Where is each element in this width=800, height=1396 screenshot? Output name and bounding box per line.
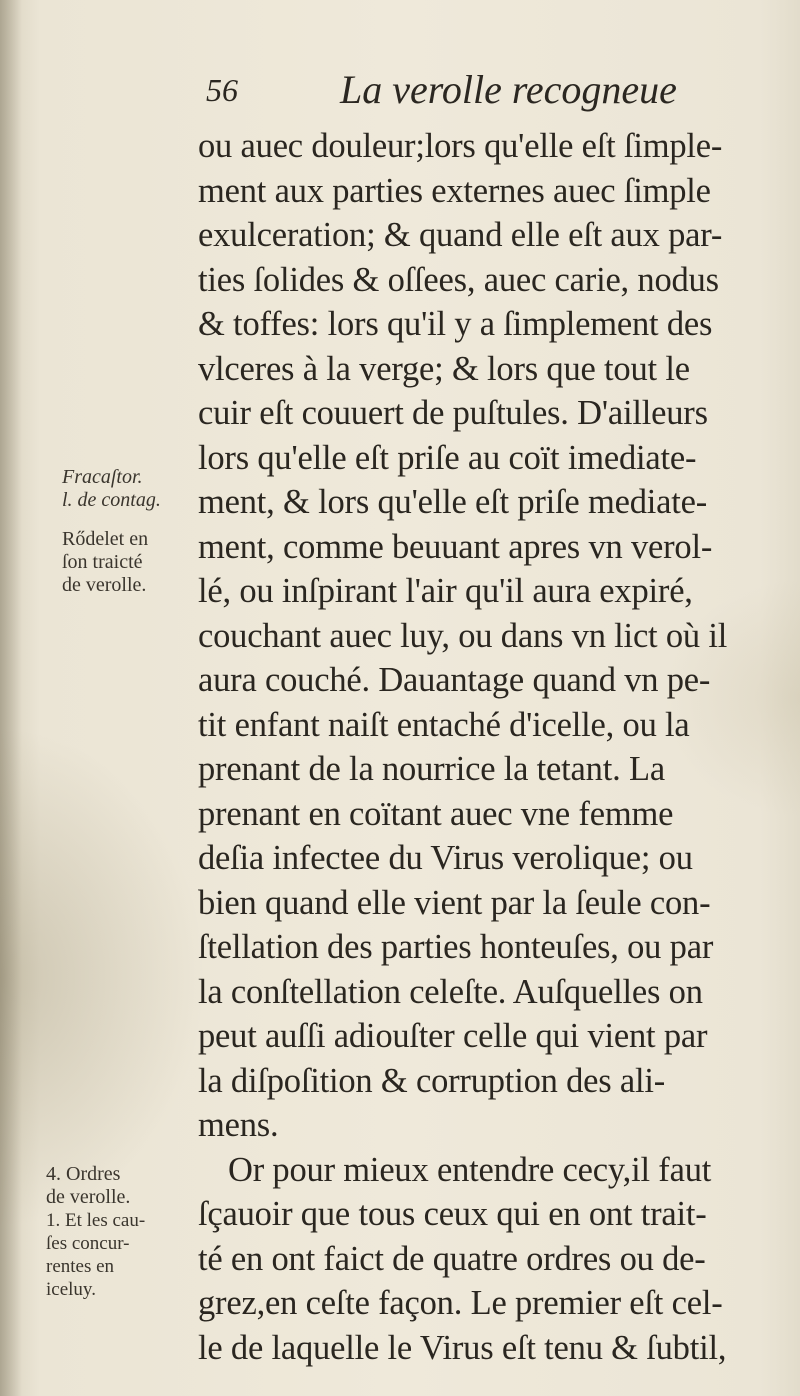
margin-note-line: Rődelet en bbox=[62, 528, 149, 550]
text-line: lors qu'elle eſt priſe au coït imediate- bbox=[198, 438, 697, 477]
text-line: ties ſolides & oſſees, auec carie, nodus bbox=[198, 260, 719, 299]
text-line: la conſtellation celeſte. Auſquelles on bbox=[198, 972, 703, 1011]
margin-note-line: 1. Et les cau- bbox=[46, 1210, 146, 1231]
text-line: grez,en ceſte façon. Le premier eſt cel- bbox=[198, 1284, 723, 1322]
margin-note-line: de verolle. bbox=[62, 574, 147, 596]
running-title: La verolle recogneue bbox=[340, 67, 677, 112]
page-header bbox=[200, 62, 720, 122]
margin-note-line: Fracaſtor. bbox=[62, 466, 143, 488]
text-line: le de laquelle le Virus eſt tenu & ſubtil, bbox=[198, 1328, 727, 1367]
text-line: deſia infectee du Virus verolique; ou bbox=[198, 839, 693, 877]
margin-note-ordres bbox=[46, 1163, 145, 1301]
page-number: 56 bbox=[206, 72, 238, 108]
text-line: vlceres à la verge; & lors que tout le bbox=[198, 349, 690, 388]
text-line: peut auſſi adiouſter celle qui vient par bbox=[198, 1017, 708, 1055]
text-line: ment, & lors qu'elle eſt priſe mediate- bbox=[198, 483, 708, 521]
text-line: & toffes: lors qu'il y a ſimplement des bbox=[198, 305, 713, 343]
text-line: bien quand elle vient par la ſeule con- bbox=[198, 883, 711, 922]
margin-note-line: iceluy. bbox=[46, 1279, 96, 1300]
text-line: la diſpoſition & corruption des ali- bbox=[198, 1061, 666, 1100]
text-line: tit enfant naiſt entaché d'icelle, ou la bbox=[198, 705, 690, 744]
text-line: couchant auec luy, ou dans vn lict où il bbox=[198, 616, 728, 655]
margin-note-rondelet bbox=[62, 528, 148, 597]
body-text bbox=[198, 124, 778, 1370]
margin-note-line: ſon traicté bbox=[62, 551, 143, 573]
paragraph-start-line: Or pour mieux entendre cecy,il faut bbox=[228, 1150, 712, 1189]
text-line: prenant de la nourrice la tetant. La bbox=[198, 750, 665, 788]
margin-note-fracastor bbox=[62, 466, 161, 512]
text-line: ou auec douleur;lors qu'elle eſt ſimple- bbox=[198, 127, 723, 165]
text-line: ment, comme beuuant apres vn verol- bbox=[198, 527, 713, 566]
text-line: ſtellation des parties honteuſes, ou par bbox=[198, 928, 714, 966]
text-line: cuir eſt couuert de puſtules. D'ailleurs bbox=[198, 394, 708, 432]
margin-note-line: 4. Ordres bbox=[46, 1163, 121, 1185]
margin-note-line: l. de contag. bbox=[62, 489, 161, 511]
text-line: prenant en coïtant auec vne femme bbox=[198, 794, 674, 833]
text-line: ment aux parties externes auec ſimple bbox=[198, 171, 711, 210]
text-line: aura couché. Dauantage quand vn pe- bbox=[198, 661, 711, 699]
margin-note-line: rentes en bbox=[46, 1256, 115, 1277]
text-line: exulceration; & quand elle eſt aux par- bbox=[198, 216, 723, 254]
margin-note-line: de verolle. bbox=[46, 1186, 131, 1208]
text-line: ſçauoir que tous ceux qui en ont trait- bbox=[198, 1195, 707, 1233]
text-line: lé, ou inſpirant l'air qu'il aura expiré, bbox=[198, 572, 693, 610]
margin-note-line: ſes concur- bbox=[46, 1233, 130, 1254]
text-line: té en ont faict de quatre ordres ou de- bbox=[198, 1239, 706, 1278]
text-line: mens. bbox=[198, 1106, 279, 1144]
